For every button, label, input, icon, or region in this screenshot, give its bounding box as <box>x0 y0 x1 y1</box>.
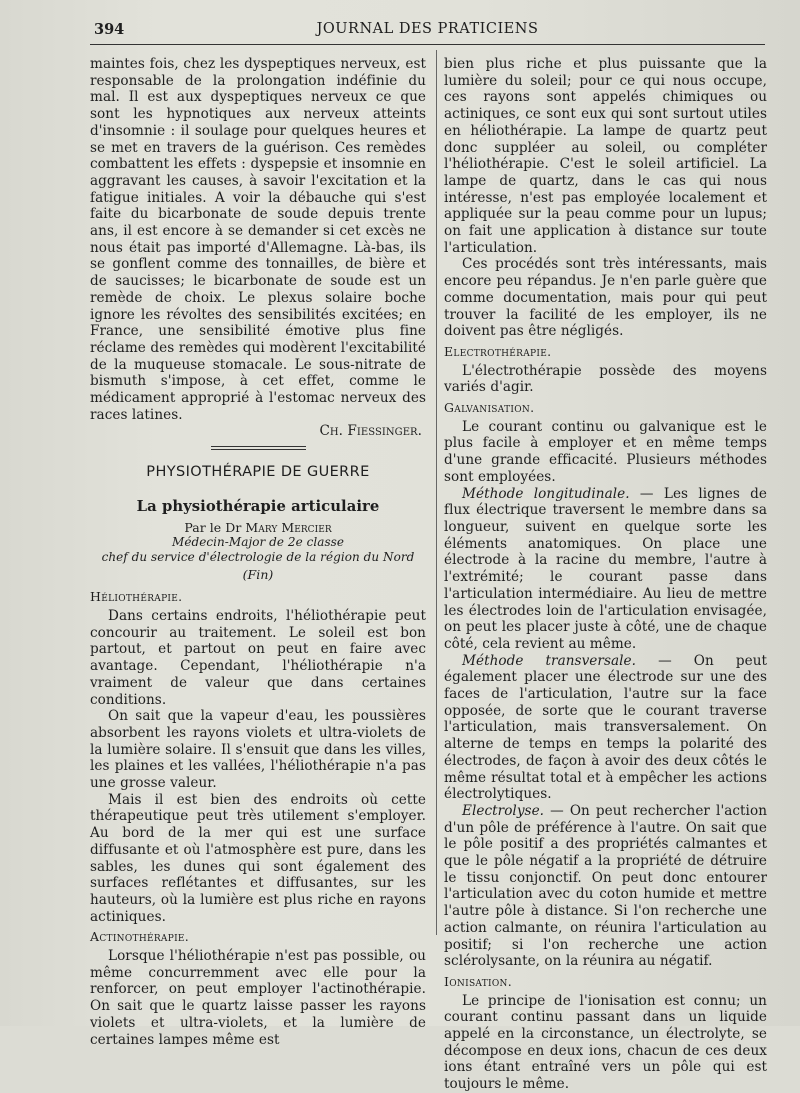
section-title: PHYSIOTHÉRAPIE DE GUERRE <box>146 464 370 481</box>
page-number: 394 <box>94 21 125 38</box>
paragraph-helio-1: Dans certains endroits, l'héliothérapie peut concourir au traitement. Le soleil est bon partout, et partout on peut en faire avec avantage. Cependant, l'héliothérapie n'a vraiment de valeur que dans certaines conditions. <box>90 607 426 708</box>
left-column <box>90 56 426 1048</box>
author-signature: Ch. Fiessinger. <box>319 423 422 440</box>
article-title: La physiothérapie articulaire <box>136 497 380 515</box>
paragraph-helio-3: Mais il est bien des endroits où cette thérapeutique peut très utilement s'employer. Au bord de la mer qui est une surface diffusante et où l'atmosphère est pure, dans les sables, les dunes qui sont également des surfaces reflétantes et diffusantes, sur les hauteurs, où la lumière est plus riche en rayons actiniques. <box>90 791 426 925</box>
byline-prefix: Par le Dr <box>184 519 242 535</box>
electrolyse-title: Electrolyse. <box>462 802 545 819</box>
methode-transversale-text: — On peut également placer une électrode sur une des faces de l'articulation, l'autre sur la face opposée, de sorte que le courant traverse l'articulation, mais transversalement. On alterne de temps en temps la polarité des électrodes, de façon à avoir des deux côtés le même résultat total et à empêcher les actions électrolytiques. <box>444 652 768 803</box>
subhead-heliotherapie: Héliothérapie. <box>90 589 183 605</box>
methode-transversale-title: Méthode transversale. <box>462 652 636 669</box>
paragraph-actino-continued: bien plus riche et plus puissante que la lumière du soleil; pour ce qui nous occupe, ces rayons sont appelés chimiques ou actiniques, ce sont eux qui sont surtout utiles en héliothérapie. La lampe de quartz peut donc suppléer au soleil, ou compléter l'héliothérapie. C'est le soleil artificiel. La lampe de quartz, dans le cas qui nous intéresse, n'est pas employée localement et appliquée sur la peau comme pour un lupus; on fait une application à distance sur toute l'articulation. <box>444 56 767 256</box>
paragraph-methode-transversale <box>444 653 767 803</box>
methode-longitudinale-title: Méthode longitudinale. <box>462 485 630 502</box>
paragraph-methode-longitudinale <box>444 486 767 653</box>
section-separator <box>211 446 306 450</box>
paragraph-continued: maintes fois, chez les dyspeptiques nerveux, est responsable de la prolongation indéfinie du mal. Il est aux dyspeptiques nerveux ce que sont les hypnotiques aux nerveux atteints d'insomnie : il soulage pour quelques heures et se met en travers de la guérison. Ces remèdes combattent les effets : dyspepsie et insomnie en aggravant les causes, à savoir l'excitation et la fatigue initiales. A voir la débauche qui s'est faite du bicarbonate de soude depuis trente ans, il est encore à se demander si cet excès ne nous était pas importé d'Allemagne. Là-bas, ils se gonflent comme des tonnailles, de bière et de saucisses; le bicarbonate de soude est un remède de choix. Le plexus solaire boche ignore les révoltes des sensibilités excitées; en France, une sensibilité émotive plus fine réclame des remèdes qui modèrent l'excitabilité de la muqueuse stomacale. Le sous-nitrate de bismuth s'impose, à cet effet, comme le médicament approprié à l'estomac nerveux des races latines. <box>90 56 426 423</box>
page-header <box>90 18 765 45</box>
subhead-ionisation: Ionisation. <box>444 973 513 989</box>
paragraph-electrolyse <box>444 803 767 970</box>
byline-author: Mary Mercier <box>245 519 332 535</box>
paragraph-helio-2: On sait que la vapeur d'eau, les poussières absorbent les rayons violets et ultra-violets de la lumière solaire. Il s'ensuit que dans les villes, les plaines et les vallées, l'héliothérapie n'a pas une grosse valeur. <box>90 708 426 792</box>
journal-title: JOURNAL DES PRATICIENS <box>316 21 539 37</box>
paragraph-electro: L'électrothérapie possède des moyens variés d'agir. <box>444 362 767 396</box>
right-column <box>444 56 767 1093</box>
fin-marker: (Fin) <box>242 566 274 582</box>
byline <box>90 520 426 535</box>
methode-longitudinale-text: — Les lignes de flux électrique traversent le membre dans sa longueur, suivent en quelque sorte les éléments anatomiques. On place une électrode à la racine du membre, l'autre à l'extrémité; le courant passe dans l'articulation intermédiaire. Au lieu de mettre les électrodes loin de l'articulation envisagée, on peut les placer juste à côté, une de chaque côté, cela revient au même. <box>444 485 767 652</box>
paragraph-actino-2: Ces procédés sont très intéressants, mais encore peu répandus. Je n'en parle guère que comme documentation, mais pour qui peut trouver la facilité de les employer, ils ne doivent pas être négligés. <box>444 256 767 340</box>
electrolyse-text: — On peut rechercher l'action d'un pôle de préférence à l'autre. On sait que le pôle positif a des propriétés calmantes et que le pôle négatif a la propriété de détruire le tissu conjonctif. On peut donc entourer l'articulation avec du coton humide et mettre l'autre pôle à distance. Si l'on recherche une action calmante, on réunira l'articulation au positif; si l'on recherche une action sclérolysante, on la réunira au négatif. <box>444 802 767 970</box>
subhead-electrotherapie: Electrothérapie. <box>444 343 552 359</box>
byline-role: Médecin-Major de 2e classe <box>171 534 345 549</box>
paragraph-galva: Le courant continu ou galvanique est le plus facile à employer et en même temps d'une grande efficacité. Plusieurs méthodes sont employées. <box>444 418 767 485</box>
paragraph-ionisation: Le principe de l'ionisation est connu; un courant continu passant dans un liquide appelé en la circonstance, un électrolyte, se décompose en deux ions, chacun de ces deux ions étant entraîné vers un pôle qui est toujours le même. <box>444 992 767 1093</box>
paragraph-actino-1: Lorsque l'héliothérapie n'est pas possible, ou même concurremment avec elle pour la renforcer, on peut employer l'actinothérapie. On sait que le quartz laisse passer les rayons violets et ultra-violets, et la lumière de certaines lampes même est <box>90 948 426 1048</box>
subhead-galvanisation: Galvanisation. <box>444 400 535 416</box>
subhead-actinotherapie: Actinothérapie. <box>90 929 190 945</box>
byline-service: chef du service d'électrologie de la région du Nord <box>101 549 415 564</box>
column-divider <box>436 50 437 935</box>
